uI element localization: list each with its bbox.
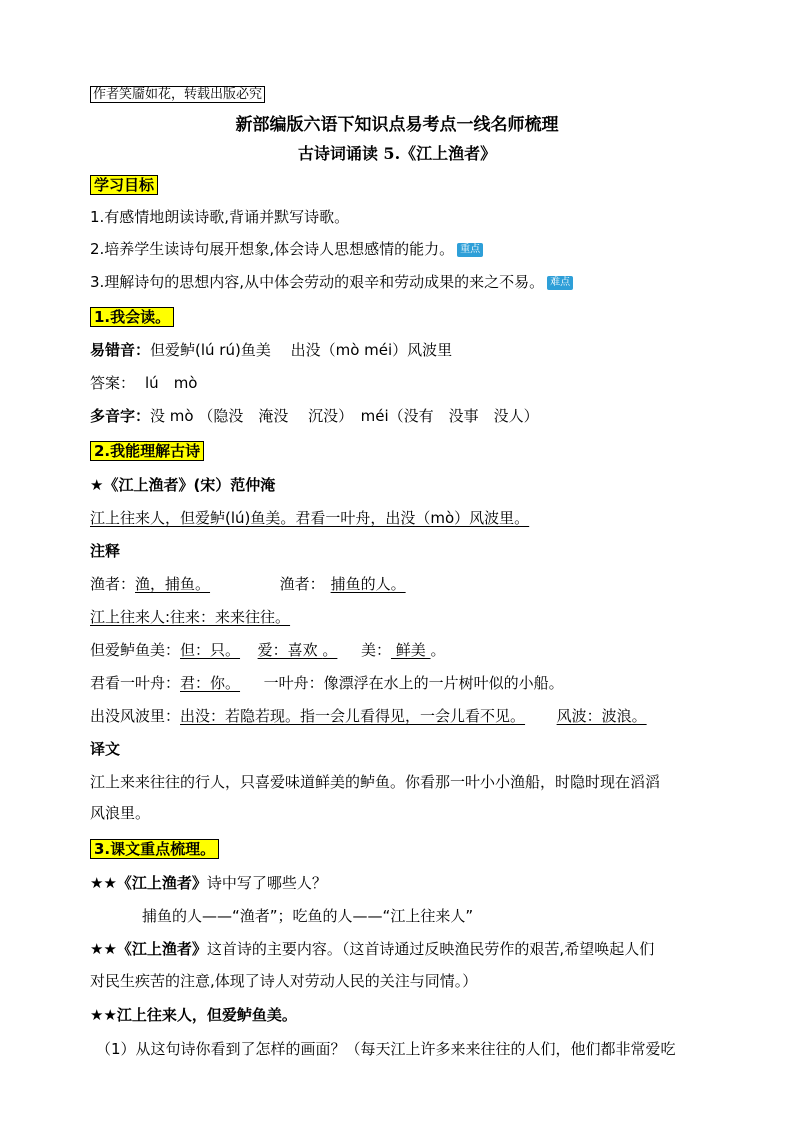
learning-goals-heading: 学习目标 [90, 174, 158, 196]
section2-heading: 2.我能理解古诗 [90, 440, 204, 462]
page-subtitle: 古诗词诵读 5.《江上渔者》 [297, 144, 497, 163]
translation-line-1: 江上来来往往的行人，只喜爱味道鲜美的鲈鱼。你看那一叶小小渔船，时隐时现在滔滔 [90, 773, 661, 791]
author-note: 作者笑靥如花，转载出版必究 [90, 82, 265, 104]
question-1: ★★《江上渔者》诗中写了哪些人？ [90, 874, 327, 892]
key-point-badge: 重点 [457, 243, 483, 257]
note-4: 君看一叶舟：君：你。 一叶舟：像漂浮在水上的一片树叶似的小船。 [90, 674, 564, 692]
goal-item-3: 3.理解诗句的思想内容,从中体会劳动的艰辛和劳动成果的来之不易。 难点 [90, 271, 573, 293]
goal-item-2: 2.培养学生读诗句展开想象,体会诗人思想感情的能力。 重点 [90, 238, 483, 260]
poem-title: ★《江上渔者》(宋）范仲淹 [90, 476, 276, 494]
page-title: 新部编版六语下知识点易考点一线名师梳理 [235, 115, 559, 135]
goal-item-1: 1.有感情地朗读诗歌,背诵并默写诗歌。 [90, 208, 350, 226]
difficult-point-badge: 难点 [547, 276, 573, 290]
question-3-heading: ★★江上往来人，但爱鲈鱼美。 [90, 1006, 297, 1024]
section1-heading: 1.我会读。 [90, 306, 174, 328]
note-2: 江上往来人:往来：来来往往。 [90, 608, 291, 626]
question-1-answer: 捕鱼的人——“渔者”；吃鱼的人——“江上往来人” [142, 907, 474, 925]
note-5: 出没风波里：出没：若隐若现。指一会儿看得见，一会儿看不见。 风波：波浪。 [90, 707, 647, 725]
question-2-line-2: 对民生疾苦的注意,体现了诗人对劳动人民的关注与同情。） [90, 972, 478, 990]
question-3-item-1: （1）从这句诗你看到了怎样的画面？（每天江上许多来来往往的人们，他们都非常爱吃 [96, 1040, 676, 1058]
translation-line-2: 风浪里。 [90, 804, 151, 822]
translation-heading: 译文 [90, 740, 121, 758]
note-3: 但爱鲈鱼美：但：只。 爱：喜欢 。 美： 鲜美 。 [90, 641, 446, 659]
note-1: 渔者：渔，捕鱼。 渔者： 捕鱼的人。 [90, 575, 406, 593]
notes-heading: 注释 [90, 542, 121, 560]
polyphone-line: 多音字：没 mò （隐没 淹没 沉没） méi（没有 没事 没人） [90, 407, 539, 425]
poem-text: 江上往来人，但爱鲈(lú)鱼美。君看一叶舟，出没（mò）风波里。 [90, 509, 530, 527]
answer-line: 答案： lú mò [90, 374, 198, 392]
section3-heading: 3.课文重点梳理。 [90, 838, 219, 860]
mispronunciation-line: 易错音：但爱鲈(lú rú)鱼美 出没（mò méi）风波里 [90, 341, 453, 359]
question-2: ★★《江上渔者》这首诗的主要内容。（这首诗通过反映渔民劳作的艰苦,希望唤起人们 [90, 940, 655, 958]
